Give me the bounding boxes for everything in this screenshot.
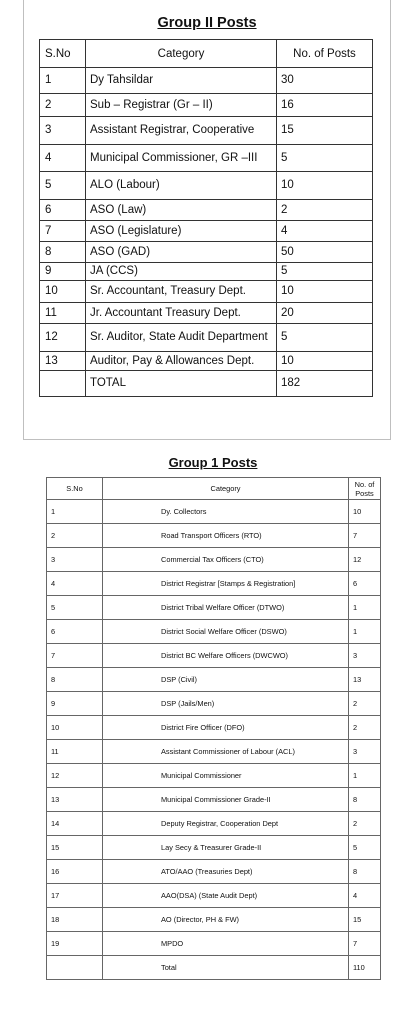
- cell-sno: 12: [40, 324, 86, 352]
- cell-sno: 11: [47, 740, 103, 764]
- cell-posts: 2: [277, 200, 373, 221]
- cell-category: District Registrar [Stamps & Registration]: [103, 572, 349, 596]
- cell-posts: 5: [277, 324, 373, 352]
- table-row: [40, 263, 373, 281]
- cell-category: Assistant Commissioner of Labour (ACL): [103, 740, 349, 764]
- cell-category: District Fire Officer (DFO): [103, 716, 349, 740]
- cell-posts: 1: [349, 764, 381, 788]
- table-row: [40, 68, 373, 94]
- group1-table: [46, 477, 381, 980]
- cell-posts: 5: [277, 145, 373, 172]
- table-row: [47, 716, 381, 740]
- group1-title: Group 1 Posts: [168, 455, 258, 470]
- cell-category: Lay Secy & Treasurer Grade-II: [103, 836, 349, 860]
- cell-category: MPDO: [103, 932, 349, 956]
- table-row: [47, 524, 381, 548]
- table-row: [47, 596, 381, 620]
- table-row: [40, 281, 373, 303]
- cell-sno: 16: [47, 860, 103, 884]
- cell-sno: 19: [47, 932, 103, 956]
- cell-posts: 10: [277, 172, 373, 200]
- group2-header-row: [40, 40, 373, 68]
- cell-category: Dy. Collectors: [103, 500, 349, 524]
- cell-sno: 7: [40, 221, 86, 242]
- table-row: [40, 324, 373, 352]
- cell-category: ASO (GAD): [86, 242, 277, 263]
- cell-category: Deputy Registrar, Cooperation Dept: [103, 812, 349, 836]
- cell-sno: 15: [47, 836, 103, 860]
- table-row: [47, 860, 381, 884]
- table-row: [47, 644, 381, 668]
- cell-category: Municipal Commissioner: [103, 764, 349, 788]
- cell-posts: 2: [349, 716, 381, 740]
- cell-posts: 6: [349, 572, 381, 596]
- cell-category: Road Transport Officers (RTO): [103, 524, 349, 548]
- table-row: [47, 764, 381, 788]
- cell-category: DSP (Civil): [103, 668, 349, 692]
- cell-posts: 5: [277, 263, 373, 281]
- cell-category: Sr. Accountant, Treasury Dept.: [86, 281, 277, 303]
- cell-posts: 15: [277, 117, 373, 145]
- cell-posts: 50: [277, 242, 373, 263]
- cell-category: ASO (Law): [86, 200, 277, 221]
- cell-category: District Tribal Welfare Officer (DTWO): [103, 596, 349, 620]
- cell-category: Total: [103, 956, 349, 980]
- table-row: [47, 500, 381, 524]
- table-row: [47, 668, 381, 692]
- cell-sno: 5: [40, 172, 86, 200]
- cell-sno: 2: [40, 94, 86, 117]
- cell-category: ATO/AAO (Treasuries Dept): [103, 860, 349, 884]
- table-row: [47, 548, 381, 572]
- total-row: [47, 956, 381, 980]
- cell-posts: 182: [277, 371, 373, 397]
- cell-category: AO (Director, PH & FW): [103, 908, 349, 932]
- cell-posts: 8: [349, 860, 381, 884]
- cell-posts: 2: [349, 692, 381, 716]
- cell-sno: 8: [40, 242, 86, 263]
- cell-sno: [40, 371, 86, 397]
- cell-posts: 10: [349, 500, 381, 524]
- cell-posts: 7: [349, 932, 381, 956]
- cell-posts: 20: [277, 303, 373, 324]
- cell-posts: 10: [277, 281, 373, 303]
- cell-sno: [47, 956, 103, 980]
- cell-posts: 5: [349, 836, 381, 860]
- header-category: Category: [103, 478, 349, 500]
- cell-posts: 12: [349, 548, 381, 572]
- cell-sno: 6: [47, 620, 103, 644]
- table-row: [40, 117, 373, 145]
- cell-posts: 15: [349, 908, 381, 932]
- cell-category: Assistant Registrar, Cooperative: [86, 117, 277, 145]
- cell-sno: 1: [47, 500, 103, 524]
- cell-category: Auditor, Pay & Allowances Dept.: [86, 352, 277, 371]
- cell-category: Dy Tahsildar: [86, 68, 277, 94]
- cell-category: DSP (Jails/Men): [103, 692, 349, 716]
- cell-sno: 17: [47, 884, 103, 908]
- cell-sno: 2: [47, 524, 103, 548]
- cell-posts: 10: [277, 352, 373, 371]
- cell-sno: 10: [40, 281, 86, 303]
- table-row: [47, 836, 381, 860]
- group2-table: [39, 39, 373, 397]
- header-category: Category: [86, 40, 277, 68]
- cell-posts: 2: [349, 812, 381, 836]
- cell-category: TOTAL: [86, 371, 277, 397]
- table-row: [40, 221, 373, 242]
- table-row: [47, 692, 381, 716]
- table-row: [47, 932, 381, 956]
- cell-posts: 8: [349, 788, 381, 812]
- table-row: [40, 242, 373, 263]
- cell-posts: 16: [277, 94, 373, 117]
- cell-sno: 12: [47, 764, 103, 788]
- table-row: [40, 352, 373, 371]
- group2-title: Group II Posts: [157, 15, 257, 31]
- cell-category: Sr. Auditor, State Audit Department: [86, 324, 277, 352]
- cell-category: Municipal Commissioner Grade-II: [103, 788, 349, 812]
- cell-sno: 13: [40, 352, 86, 371]
- cell-category: Commercial Tax Officers (CTO): [103, 548, 349, 572]
- cell-category: District BC Welfare Officers (DWCWO): [103, 644, 349, 668]
- cell-sno: 13: [47, 788, 103, 812]
- cell-posts: 3: [349, 644, 381, 668]
- cell-sno: 7: [47, 644, 103, 668]
- cell-sno: 6: [40, 200, 86, 221]
- header-sno: S.No: [47, 478, 103, 500]
- cell-category: ASO (Legislature): [86, 221, 277, 242]
- cell-category: District Social Welfare Officer (DSWO): [103, 620, 349, 644]
- cell-sno: 4: [47, 572, 103, 596]
- cell-posts: 30: [277, 68, 373, 94]
- table-row: [47, 908, 381, 932]
- cell-category: Municipal Commissioner, GR –III: [86, 145, 277, 172]
- cell-posts: 13: [349, 668, 381, 692]
- cell-sno: 10: [47, 716, 103, 740]
- table-row: [47, 740, 381, 764]
- group1-header-row: [47, 478, 381, 500]
- table-row: [40, 94, 373, 117]
- total-row: [40, 371, 373, 397]
- header-posts: No. of Posts: [349, 478, 381, 500]
- cell-sno: 3: [40, 117, 86, 145]
- cell-posts: 1: [349, 620, 381, 644]
- table-row: [47, 620, 381, 644]
- cell-posts: 3: [349, 740, 381, 764]
- table-row: [40, 200, 373, 221]
- cell-sno: 14: [47, 812, 103, 836]
- cell-posts: 7: [349, 524, 381, 548]
- table-row: [40, 145, 373, 172]
- cell-sno: 11: [40, 303, 86, 324]
- cell-sno: 9: [40, 263, 86, 281]
- cell-category: AAO(DSA) (State Audit Dept): [103, 884, 349, 908]
- header-sno: S.No: [40, 40, 86, 68]
- cell-sno: 18: [47, 908, 103, 932]
- cell-posts: 4: [277, 221, 373, 242]
- cell-category: Jr. Accountant Treasury Dept.: [86, 303, 277, 324]
- cell-sno: 5: [47, 596, 103, 620]
- cell-category: ALO (Labour): [86, 172, 277, 200]
- cell-category: JA (CCS): [86, 263, 277, 281]
- table-row: [47, 572, 381, 596]
- cell-sno: 3: [47, 548, 103, 572]
- table-row: [47, 812, 381, 836]
- table-row: [40, 303, 373, 324]
- cell-sno: 1: [40, 68, 86, 94]
- cell-sno: 4: [40, 145, 86, 172]
- table-row: [40, 172, 373, 200]
- cell-sno: 9: [47, 692, 103, 716]
- table-row: [47, 788, 381, 812]
- cell-posts: 110: [349, 956, 381, 980]
- header-posts: No. of Posts: [277, 40, 373, 68]
- cell-posts: 1: [349, 596, 381, 620]
- table-row: [47, 884, 381, 908]
- cell-category: Sub – Registrar (Gr – II): [86, 94, 277, 117]
- cell-sno: 8: [47, 668, 103, 692]
- cell-posts: 4: [349, 884, 381, 908]
